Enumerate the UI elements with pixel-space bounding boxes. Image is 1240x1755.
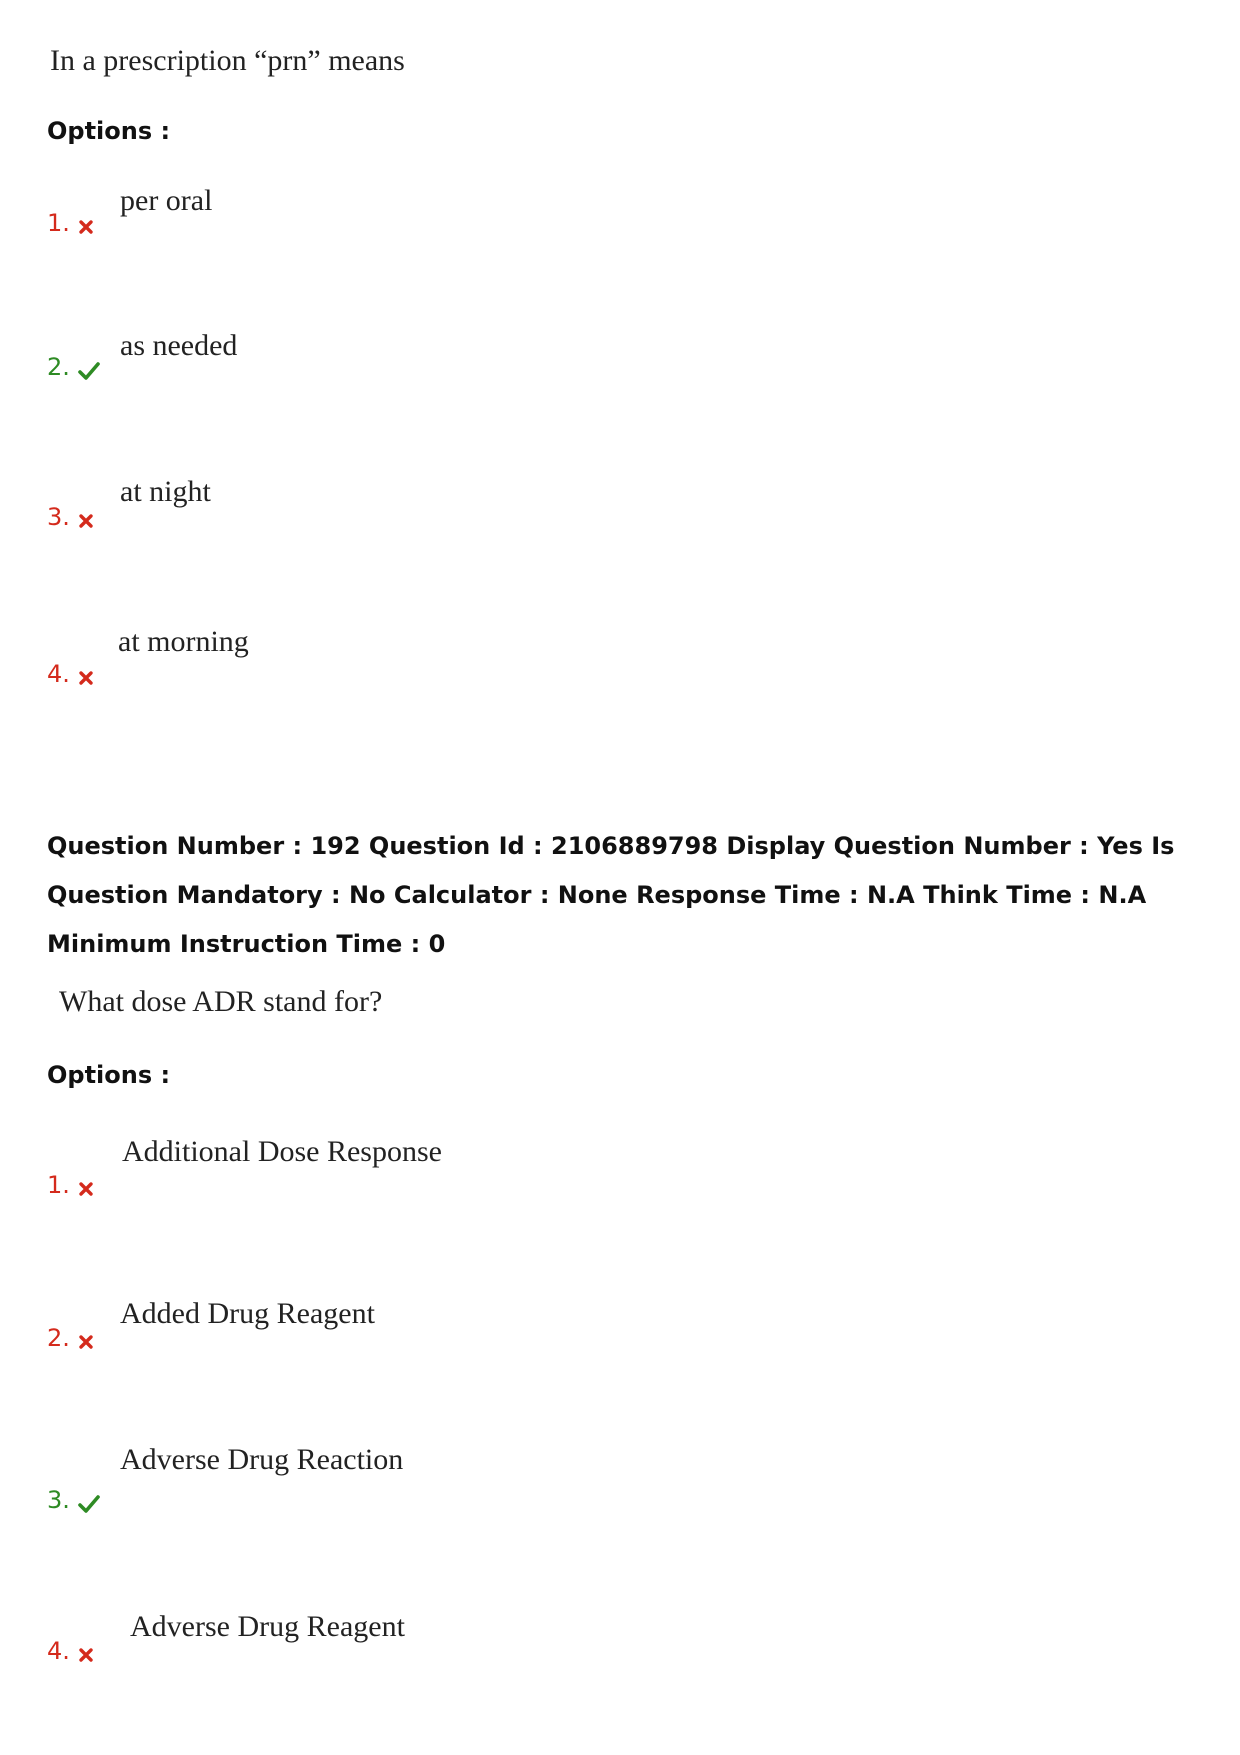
- option-text: Adverse Drug Reaction: [120, 1443, 404, 1476]
- option-number-label: 1.: [47, 1171, 70, 1199]
- cross-icon: [78, 1181, 94, 1197]
- option-text: per oral: [120, 184, 213, 217]
- check-icon: [78, 362, 100, 380]
- option-number: [47, 1637, 94, 1665]
- cross-icon: [78, 1334, 94, 1350]
- option-number: [47, 209, 94, 237]
- option-number: [47, 503, 94, 531]
- question-metadata: Question Number : 192 Question Id : 2106889798 Display Question Number : Yes Is Question Mandatory : No Calculator : None Response Time : N.A Think Time : N.A Minimum Instruction Time : 0: [47, 832, 1175, 958]
- options-label: Options :: [47, 117, 171, 145]
- option-text: Added Drug Reagent: [120, 1297, 375, 1330]
- option-number-label: 1.: [47, 209, 70, 237]
- question-text: What dose ADR stand for?: [59, 985, 383, 1018]
- option-number-label: 2.: [47, 1324, 70, 1352]
- option-number: [47, 660, 94, 688]
- option-number-label: 3.: [47, 1486, 70, 1514]
- options-label: Options :: [47, 1061, 171, 1089]
- option-number-label: 4.: [47, 660, 70, 688]
- check-icon: [78, 1495, 100, 1513]
- option-number: [47, 1486, 100, 1514]
- option-text: at morning: [118, 625, 249, 658]
- cross-icon: [78, 670, 94, 686]
- cross-icon: [78, 1647, 94, 1663]
- option-text: at night: [120, 475, 211, 508]
- option-text: Additional Dose Response: [122, 1135, 442, 1168]
- option-number: [47, 353, 100, 381]
- question-text: In a prescription “prn” means: [50, 44, 405, 77]
- option-text: Adverse Drug Reagent: [130, 1610, 405, 1643]
- option-number: [47, 1171, 94, 1199]
- option-number-label: 3.: [47, 503, 70, 531]
- cross-icon: [78, 513, 94, 529]
- cross-icon: [78, 219, 94, 235]
- option-number-label: 4.: [47, 1637, 70, 1665]
- option-number: [47, 1324, 94, 1352]
- option-number-label: 2.: [47, 353, 70, 381]
- option-text: as needed: [120, 329, 238, 362]
